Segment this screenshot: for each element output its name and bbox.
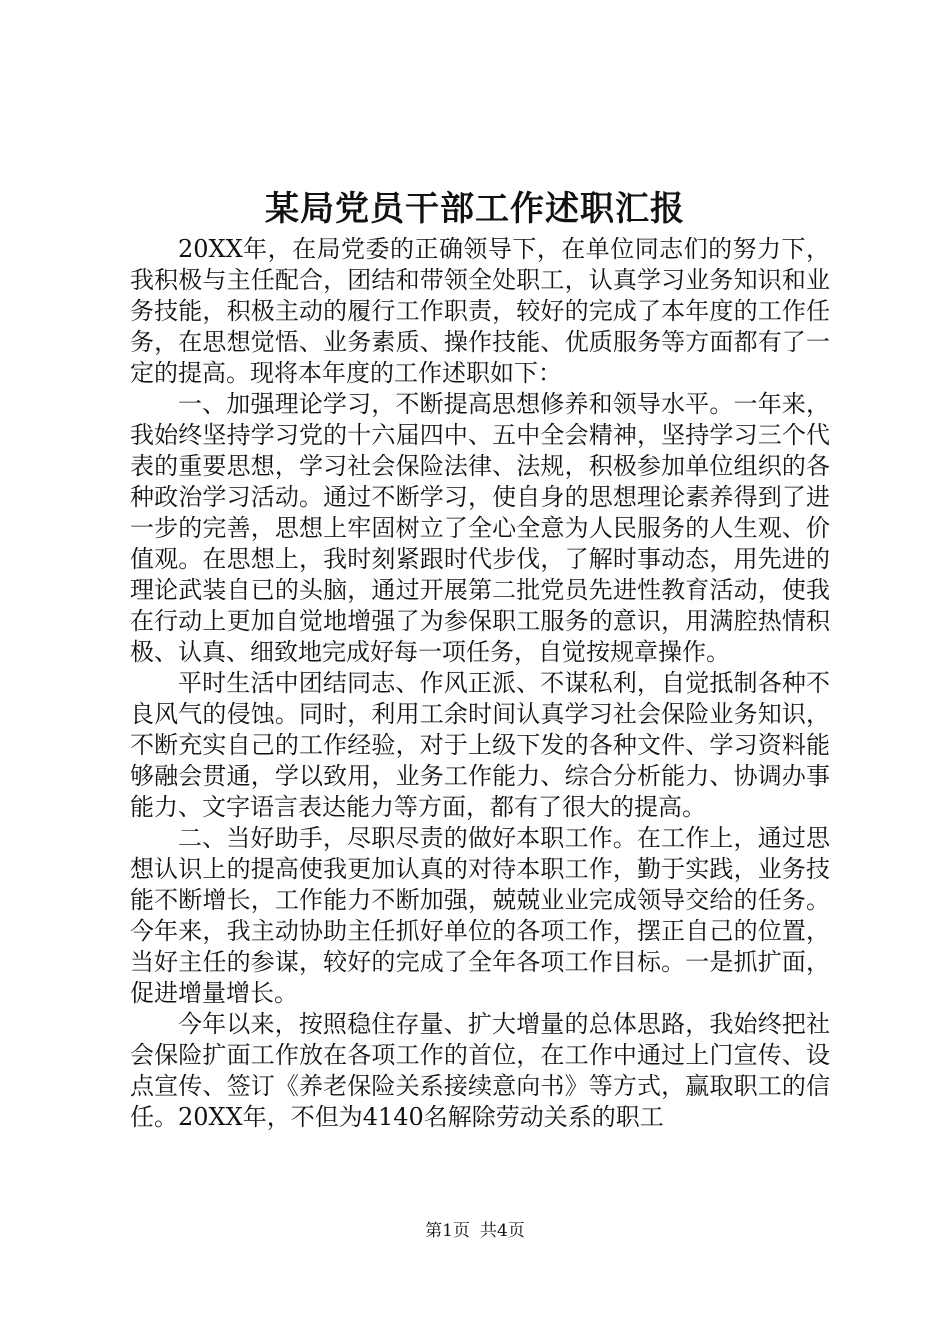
page-footer — [0, 1219, 950, 1243]
paragraph-intro: 20XX年，在局党委的正确领导下，在单位同志们的努力下，我积极与主任配合，团结和带领全处职工，认真学习业务知识和业务技能，积极主动的履行工作职责，较好的完成了本年度的工作任务，在思想觉悟、业务素质、操作技能、优质服务等方面都有了一定的提高。现将本年度的工作述职如下： — [130, 235, 830, 387]
paragraph-expansion: 今年以来，按照稳住存量、扩大增量的总体思路，我始终把社会保险扩面工作放在各项工作的首位，在工作中通过上门宣传、设点宣传、签订《养老保险关系接续意向书》等方式，赢取职工的信任。20XX年，不但为4140名解除劳动关系的职工 — [130, 1010, 830, 1131]
paragraph-section-2: 二、当好助手，尽职尽责的做好本职工作。在工作上，通过思想认识上的提高使我更加认真的对待本职工作，勤于实践，业务技能不断增长，工作能力不断加强，兢兢业业完成领导交给的任务。今年来，我主动协助主任抓好单位的各项工作，摆正自己的位置，当好主任的参谋，较好的完成了全年各项工作目标。一是抓扩面，促进增量增长。 — [130, 824, 830, 1007]
document-body — [130, 234, 830, 1133]
page-number-total: 共4页 — [480, 1221, 525, 1241]
page-number-current: 第1页 — [425, 1221, 470, 1241]
paragraph-daily-life: 平时生活中团结同志、作风正派、不谋私利，自觉抵制各种不良风气的侵蚀。同时，利用工余时间认真学习社会保险业务知识，不断充实自己的工作经验，对于上级下发的各种文件、学习资料能够融会贯通，学以致用，业务工作能力、综合分析能力、协调办事能力、文字语言表达能力等方面，都有了很大的提高。 — [130, 669, 830, 821]
paragraph-section-1: 一、加强理论学习，不断提高思想修养和领导水平。一年来，我始终坚持学习党的十六届四中、五中全会精神，坚持学习三个代表的重要思想，学习社会保险法律、法规，积极参加单位组织的各种政治学习活动。通过不断学习，使自身的思想理论素养得到了进一步的完善，思想上牢固树立了全心全意为人民服务的人生观、价值观。在思想上，我时刻紧跟时代步伐，了解时事动态，用先进的理论武装自已的头脑，通过开展第二批党员先进性教育活动，使我在行动上更加自觉地增强了为参保职工服务的意识，用满腔热情积极、认真、细致地完成好每一项任务，自觉按规章操作。 — [130, 390, 830, 666]
document-title: 某局党员干部工作述职汇报 — [265, 189, 685, 229]
